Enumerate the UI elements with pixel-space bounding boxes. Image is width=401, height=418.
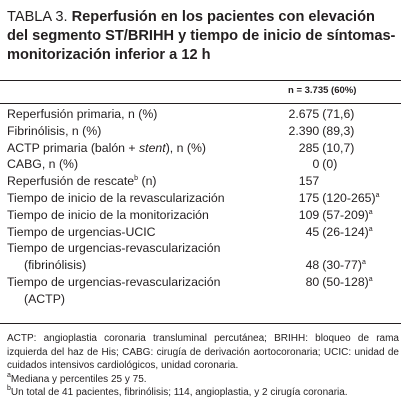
row-value: 157 <box>298 174 320 189</box>
row-value: 80 <box>305 274 320 289</box>
table-row <box>7 275 395 292</box>
row-percent: (71,6) <box>322 107 355 121</box>
table-row <box>7 107 395 124</box>
table-row <box>7 225 395 242</box>
row-range: (120-265) <box>322 190 376 205</box>
header-rule <box>0 103 401 104</box>
row-percent: (89,3) <box>322 123 355 138</box>
row-label: Reperfusión de rescate$^b$ (n) <box>7 174 157 189</box>
stent-term: stent <box>139 140 166 155</box>
row-value: 48 <box>305 258 320 273</box>
table-number: TABLA 3. <box>7 9 72 25</box>
row-range: (26-124) <box>322 224 369 239</box>
column-header-n: n = 3.735 (60%) <box>288 85 357 96</box>
row-label: Tiempo de urgencias-revascularización <box>7 274 221 289</box>
footnote-mark: a <box>361 259 366 267</box>
table-row <box>7 191 395 208</box>
table-footnotes <box>7 332 399 400</box>
footnote-mark: a <box>368 225 373 233</box>
abbreviations-note: ACTP: angioplastia coronaria transluminal percutánea; BRIHH: bloqueo de rama izquierda del haz de His; CABG: cirugía de derivación aortocoronaria; UCIC: unidad de cuidados intensivos cardiológicos, unidad coronaria. <box>7 333 399 372</box>
table-row <box>7 241 395 258</box>
footnote-mark: b <box>134 175 139 183</box>
footnote-b: $^b$Un total de 41 pacientes, fibrinólisis; 114, angioplastia, y 2 cirugía coronaria. <box>7 385 348 399</box>
table-row <box>7 174 395 191</box>
row-value: 175 <box>298 190 320 205</box>
row-value: 109 <box>298 207 320 222</box>
row-range: (30-77) <box>322 258 362 273</box>
row-percent: (0) <box>322 157 338 172</box>
row-value: 2.390 <box>288 123 320 138</box>
footnote-mark: a <box>375 191 380 199</box>
row-percent: (10,7) <box>322 140 355 155</box>
row-label: (ACTP) <box>24 291 65 306</box>
row-value: 45 <box>305 224 320 239</box>
table-row <box>7 258 395 275</box>
row-label: Fibrinólisis, n (%) <box>7 123 102 138</box>
row-label: Tiempo de urgencias-revascularización <box>7 241 221 256</box>
footnote-mark: a <box>368 208 373 216</box>
data-table <box>7 107 395 309</box>
row-value: 285 <box>298 140 320 155</box>
row-value: 2.675 <box>288 107 320 121</box>
row-value: 0 <box>312 157 320 172</box>
top-rule <box>0 80 401 81</box>
row-label: Tiempo de urgencias-UCIC <box>7 224 156 239</box>
table-caption: Reperfusión en los pacientes con elevación del segmento ST/BRIHH y tiempo de inicio de síntomas-monitorización inferior a 12 h <box>7 9 396 63</box>
footnote-a: $^a$Mediana y percentiles 25 y 75. <box>7 371 147 385</box>
footnote-mark: a <box>368 275 373 283</box>
table-row <box>7 208 395 225</box>
row-range: (57-209) <box>322 207 369 222</box>
table-row <box>7 157 395 174</box>
row-range: (50-128) <box>322 274 369 289</box>
row-label: (fibrinólisis) <box>24 258 87 273</box>
bottom-rule <box>0 323 401 324</box>
row-label: Tiempo de inicio de la monitorización <box>7 207 209 222</box>
row-label: ACTP primaria (balón + stent), n (%) <box>7 140 207 155</box>
row-label: Reperfusión primaria, n (%) <box>7 107 158 121</box>
row-label: CABG, n (%) <box>7 157 79 172</box>
table-row <box>7 292 395 309</box>
table-row <box>7 124 395 141</box>
row-label: Tiempo de inicio de la revascularización <box>7 190 225 205</box>
table-row <box>7 141 395 158</box>
table-title <box>7 8 397 65</box>
